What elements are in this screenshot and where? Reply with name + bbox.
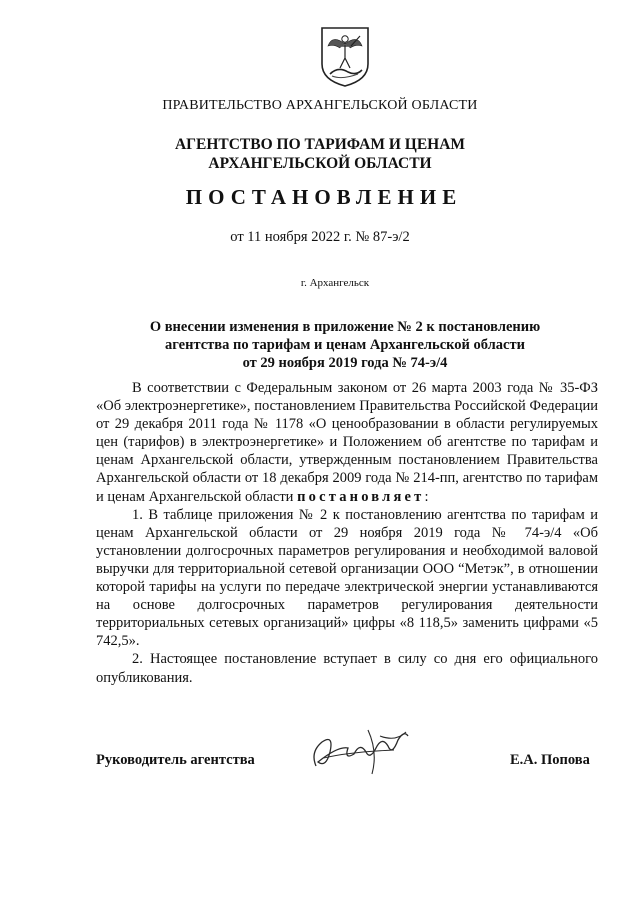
- preamble-paragraph: [96, 379, 598, 506]
- resolves-word: постановляет: [297, 488, 425, 505]
- preamble-text: В соответствии с Федеральным законом от 26 марта 2003 года № 35-ФЗ «Об электроэнергетике», постановлением Правительства Российской Федерации от 29 декабря 2011 года № 1178 «О ценообразовании в области регулируемых цен (тарифов) в электроэнергетике» и Положением об агентстве по тарифам и ценам Архангельской области, утвержденным постановлением Правительства Архангельской области от 18 декабря 2009 года № 214-пп, агентство по тарифам и ценам Архангельской области: [96, 380, 598, 505]
- agency-name-line1: АГЕНТСТВО ПО ТАРИФАМ И ЦЕНАМ: [174, 136, 466, 153]
- document-body: [96, 379, 598, 687]
- subject-line2: агентства по тарифам и ценам Архангельской области: [165, 337, 525, 353]
- document-subject: [0, 318, 640, 372]
- agency-name: [0, 135, 640, 173]
- resolves-colon: :: [424, 488, 429, 505]
- document-date-number: от 11 ноября 2022 г. № 87-э/2: [230, 229, 410, 245]
- signatory-name: Е.А. Попова: [510, 752, 590, 768]
- item-1-paragraph: 1. В таблице приложения № 2 к постановлению агентства по тарифам и ценам Архангельской области от 29 ноября 2019 года № 74-э/4 «Об установлении долгосрочных параметров регулирования и необходимой валовой выручки для территориальной сетевой организации ООО “Метэк”, в отношении которой тарифы на услуги по передаче электрической энергии устанавливаются на основе долгосрочных параметров регулирования деятельности территориальных сетевых организаций» цифры «8 118,5» заменить цифрами «5 742,5».: [96, 506, 598, 650]
- signatory-role: Руководитель агентства: [96, 752, 255, 768]
- document-city: г. Архангельск: [300, 277, 370, 289]
- item-2-paragraph: 2. Настоящее постановление вступает в силу со дня его официального опубликования.: [96, 651, 598, 686]
- coat-of-arms-icon: [318, 24, 372, 88]
- government-name: ПРАВИТЕЛЬСТВО АРХАНГЕЛЬСКОЙ ОБЛАСТИ: [162, 98, 478, 113]
- subject-line1: О внесении изменения в приложение № 2 к постановлению: [149, 319, 541, 335]
- agency-name-line2: АРХАНГЕЛЬСКОЙ ОБЛАСТИ: [208, 155, 432, 172]
- subject-line3: от 29 ноября 2019 года № 74-э/4: [242, 355, 448, 371]
- handwritten-signature: [308, 722, 414, 778]
- document-type: ПОСТАНОВЛЕНИЕ: [185, 185, 463, 209]
